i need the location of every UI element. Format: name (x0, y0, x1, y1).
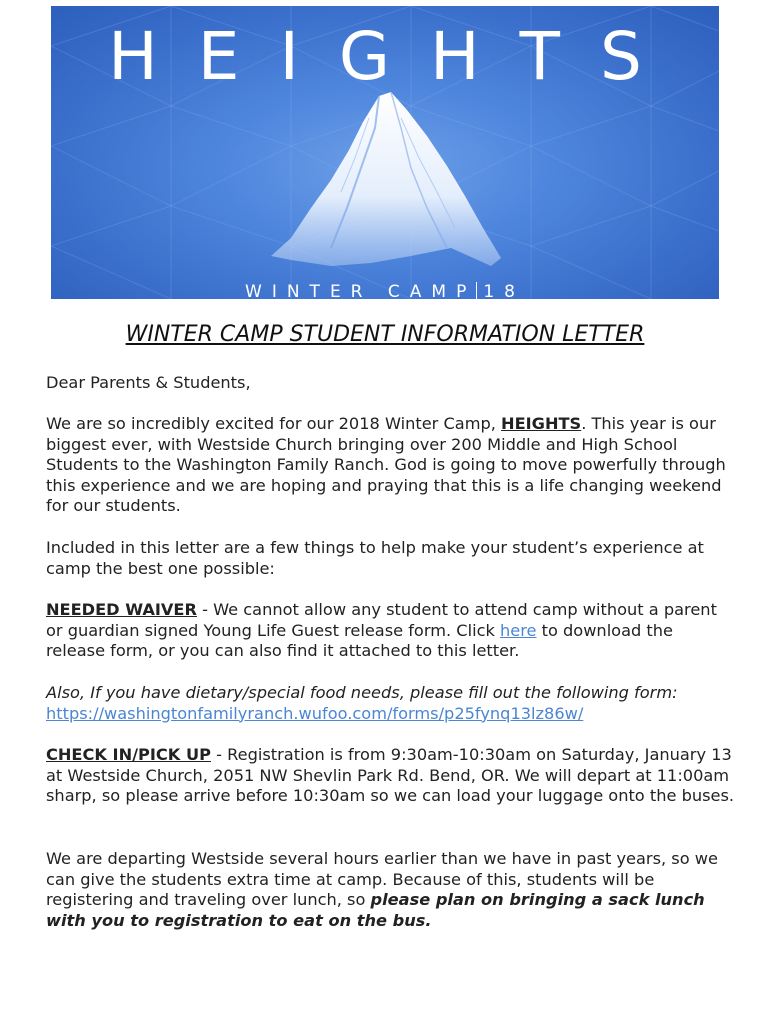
dietary-paragraph (46, 683, 736, 724)
intro-highlight: HEIGHTS (501, 414, 582, 433)
waiver-paragraph (46, 600, 736, 662)
departing-paragraph (46, 849, 736, 931)
waiver-download-link[interactable]: here (499, 620, 537, 640)
banner-title: HEIGHTS (108, 18, 682, 95)
intro-text-before: We are so incredibly excited for our 2018 Winter Camp, (46, 414, 502, 433)
waiver-text-after: to download the release form, or you can also find it attached to this letter. (46, 620, 673, 661)
dietary-text: Also, If you have dietary/special food needs, please fill out the following form: (46, 683, 678, 702)
banner-subtitle-left: WINTER CAMP (245, 282, 477, 299)
dietary-form-link[interactable]: https://washingtonfamilyranch.wufoo.com/forms/p25fynq13lz86w/ (46, 703, 584, 723)
departing-text: We are departing Westside several hours earlier than we have in past years, so we can give the students extra time at camp. Because of this, students will be registering and traveling over lunch, so (46, 849, 718, 910)
banner-subtitle-right: 18 (483, 282, 525, 299)
subtitle-divider (476, 282, 477, 299)
checkin-paragraph (46, 745, 736, 807)
mountain-illustration (251, 88, 511, 273)
intro-paragraph (46, 414, 736, 517)
waiver-heading: NEEDED WAIVER (46, 600, 197, 619)
banner-subtitle (51, 282, 719, 299)
intro-text-after: . This year is our biggest ever, with Westside Church bringing over 200 Middle and High School Students to the Washington Family Ranch. God is going to move powerfully through this experience and we are hoping and praying that this is a life changing weekend for our students. (46, 414, 726, 516)
waiver-text-before: - We cannot allow any student to attend camp without a parent or guardian signed Young Life Guest release form. Click (46, 600, 717, 640)
checkin-heading: CHECK IN/PICK UP (46, 745, 211, 764)
greeting: Dear Parents & Students, (46, 373, 251, 392)
checkin-text: - Registration is from 9:30am-10:30am on Saturday, January 13 at Westside Church, 2051 NW Shevlin Park Rd. Bend, OR. We will depart at 11:00am sharp, so please arrive before 10:30am so we can load your luggage onto the buses. (46, 745, 735, 806)
letter-title: WINTER CAMP STUDENT INFORMATION LETTER (125, 322, 645, 347)
sack-lunch-emphasis: please plan on bringing a sack lunch with you to registration to eat on the bus. (46, 890, 705, 930)
camp-banner (51, 6, 719, 299)
included-paragraph: Included in this letter are a few things to help make your student’s experience at camp the best one possible: (46, 538, 704, 578)
